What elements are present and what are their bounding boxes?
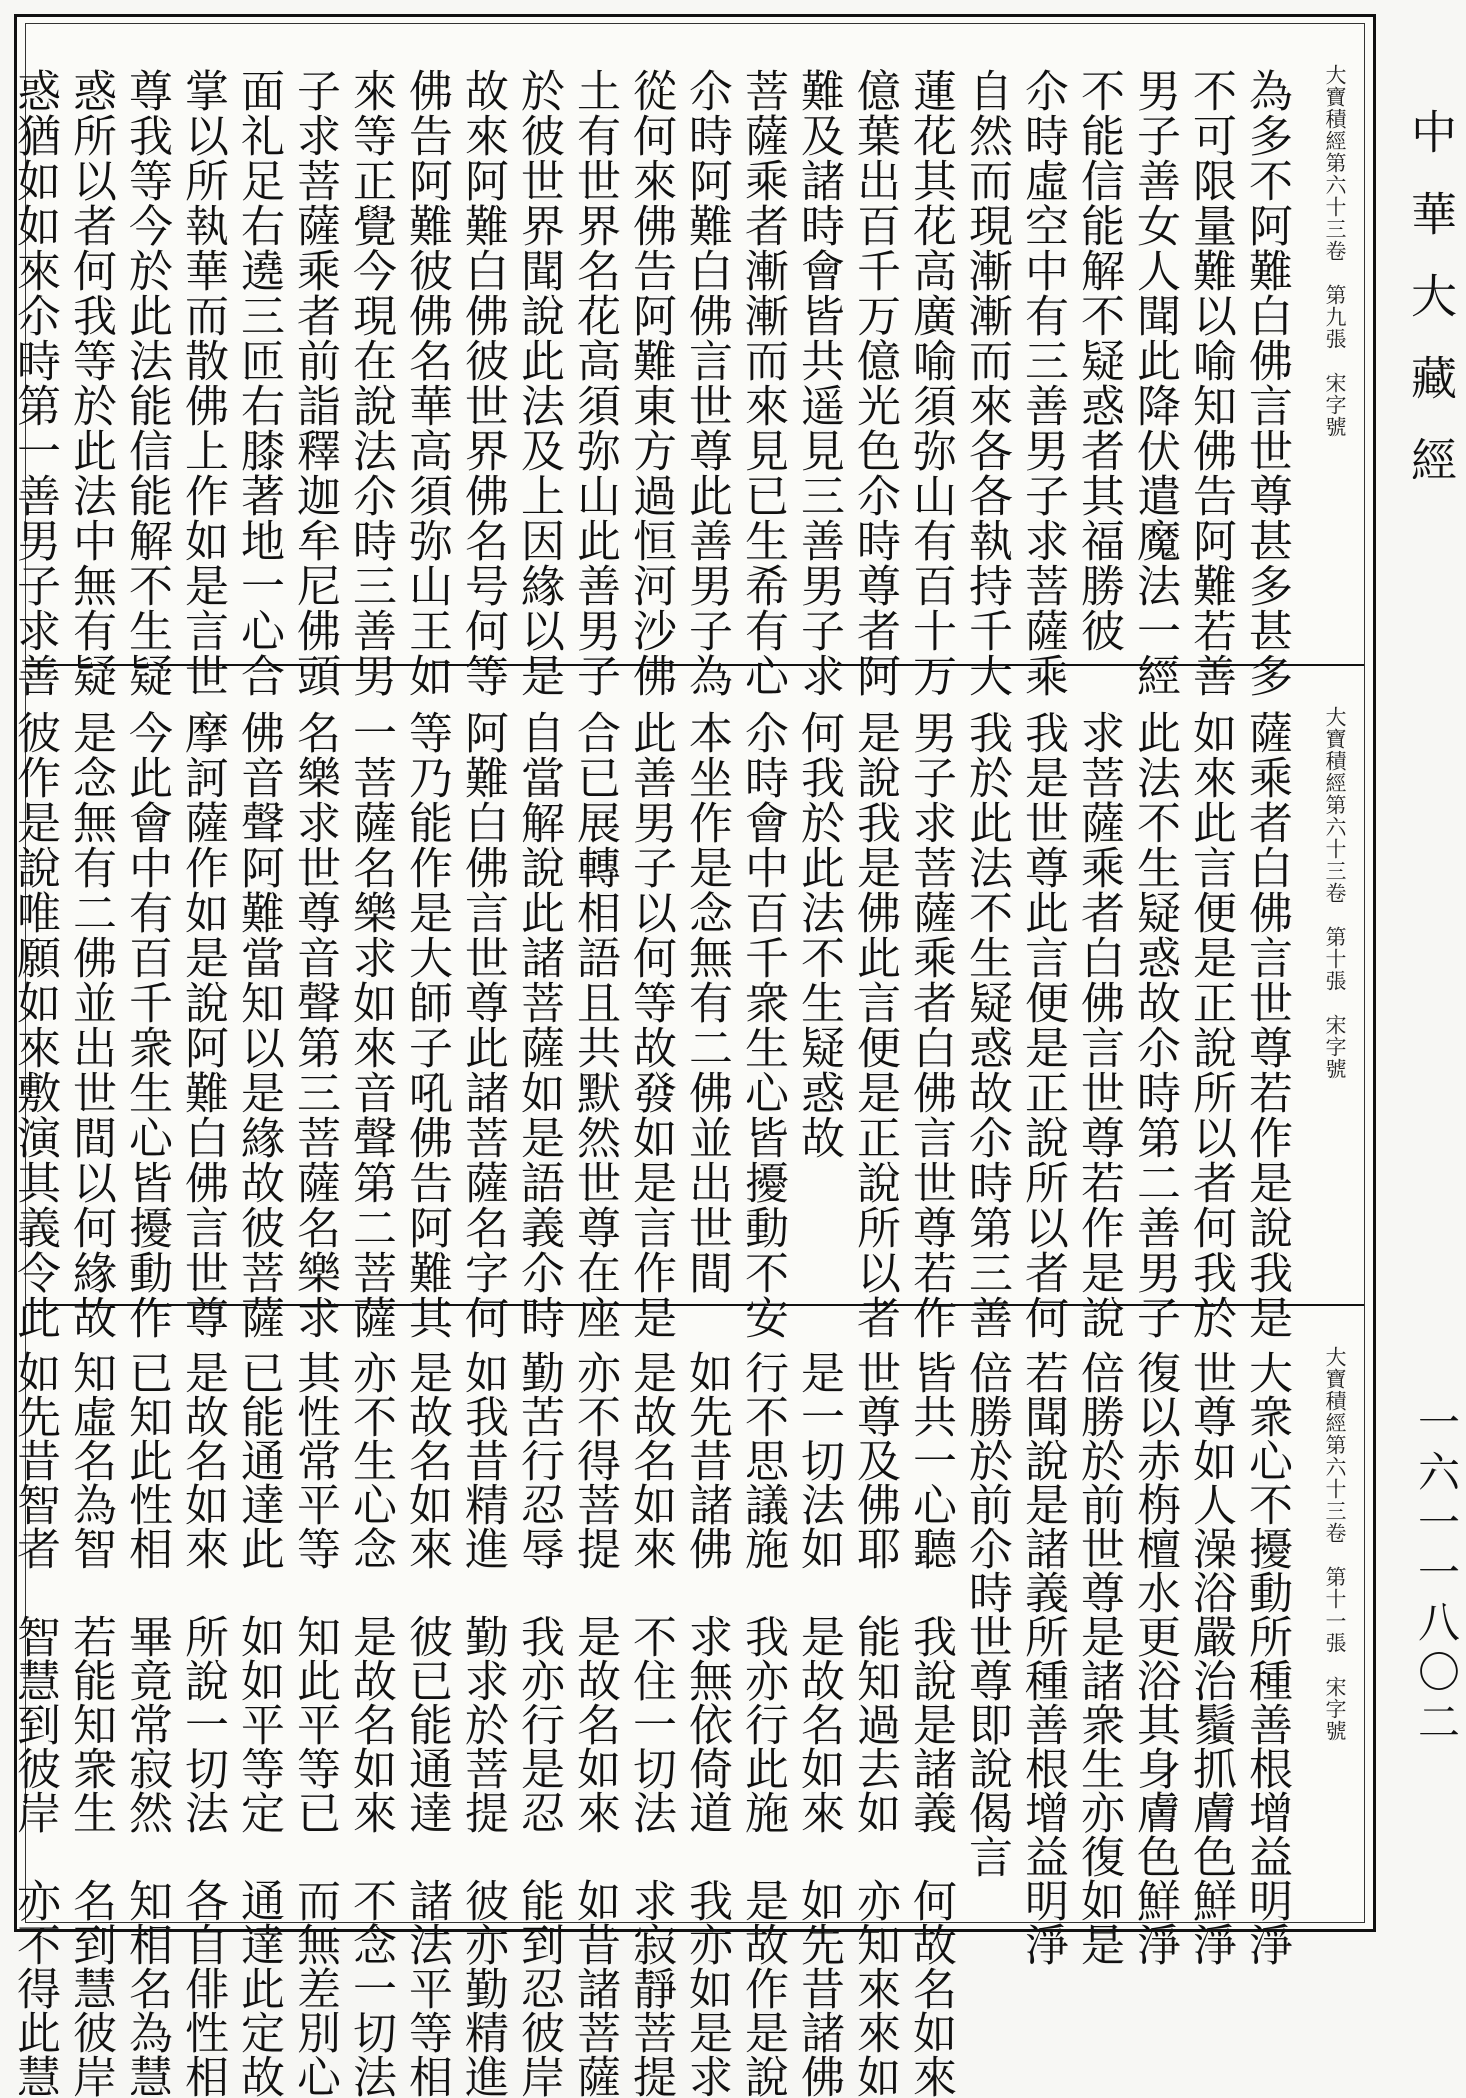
- text-column: 是故名如來 所說一切法 各自俳性相: [177, 1350, 228, 2098]
- text-column: 自當解說此諸菩薩如是語義尒時: [513, 710, 564, 1340]
- collection-title: 中華大藏經: [1404, 108, 1458, 518]
- text-column: 尊我等今於此法能信能解不生疑: [121, 68, 172, 698]
- text-column: 是說我是佛此言便是正說所以者: [849, 710, 900, 1340]
- text-column: 億葉出百千万億光色尒時尊者阿: [849, 68, 900, 698]
- text-column: 如先昔智者 智慧到彼岸 亦不得此慧: [9, 1350, 60, 2098]
- text-column: 此善男子以何等故發如是言作是: [625, 710, 676, 1340]
- text-column: 佛音聲阿難當知以是緣故彼菩薩: [233, 710, 284, 1340]
- text-column: 復以赤栴檀水更浴其身膚色鮮淨: [1129, 1350, 1180, 1966]
- text-column: 為多不阿難白佛言世尊甚多甚多: [1241, 68, 1292, 698]
- page-number: 一六一一八〇二: [1412, 1400, 1461, 1750]
- text-column: 倍勝於前尒時世尊即說偈言: [961, 1350, 1012, 1878]
- text-column: 土有世界名花高須弥山此善男子: [569, 68, 620, 698]
- text-column: 行不思議施 我亦行此施 是故作是說: [737, 1350, 788, 2098]
- text-column: 已能通達此 如如平等定 通達此定故: [233, 1350, 284, 2098]
- text-column: 彼作是說唯願如來敷演其義令此: [9, 710, 60, 1340]
- text-column: 何我於此法不生疑惑故: [793, 710, 844, 1160]
- text-column: 從何來佛告阿難東方過恒河沙佛: [625, 68, 676, 698]
- text-column: 男子求菩薩乘者白佛言世尊若作: [905, 710, 956, 1340]
- text-column: 尒時會中百千衆生心皆擾動不安: [737, 710, 788, 1340]
- text-column: 難及諸時會皆共遥見三善男子求: [793, 68, 844, 698]
- text-column: 我是世尊此言便是正說所以者何: [1017, 710, 1068, 1340]
- text-column: 自然而現漸漸而來各各執持千大: [961, 68, 1012, 698]
- panel-3-margin-note: 大寶積經第六十三卷 第十一張 宋字號: [1323, 1346, 1347, 1742]
- page-frame-inner: [9, 23, 1365, 2098]
- text-column: 是一切法如 是故名如來 如先昔諸佛: [793, 1350, 844, 2098]
- text-column: 亦不得菩提 是故名如來 如昔諸菩薩: [569, 1350, 620, 2098]
- text-column: 惑猶如如來尒時第一善男子求善: [9, 68, 60, 698]
- text-column: 男子善女人聞此降伏遣魔法一經: [1129, 68, 1180, 698]
- text-column: 不可限量難以喻知佛告阿難若善: [1185, 68, 1236, 698]
- text-column: 已知此性相 畢竟常寂然 知相名為慧: [121, 1350, 172, 2098]
- panel-1-margin-note: 大寶積經第六十三卷 第九張 宋字號: [1323, 64, 1347, 438]
- text-column: 面礼足右遶三匝右膝著地一心合: [233, 68, 284, 698]
- text-column: 阿難白佛言世尊此諸菩薩名字何: [457, 710, 508, 1340]
- text-column: 求菩薩乘者白佛言世尊若作是說: [1073, 710, 1124, 1340]
- text-column: 菩薩乘者漸漸而來見已生希有心: [737, 68, 788, 698]
- text-panel-3: [9, 1304, 1364, 2098]
- text-column: 故來阿難白佛彼世界佛名号何等: [457, 68, 508, 698]
- panel-3-columns: [9, 1350, 1294, 2098]
- text-column: 世尊及佛耶 能知過去如 亦知來來如: [849, 1350, 900, 2098]
- text-column: 薩乘者白佛言世尊若作是說我是: [1241, 710, 1292, 1340]
- text-column: 若聞說是諸義所種善根增益明淨: [1017, 1350, 1068, 1966]
- text-column: 知虛名為智 若能知衆生 名到慧彼岸: [65, 1350, 116, 2098]
- panel-2-columns: [9, 710, 1294, 1340]
- text-column: 摩訶薩作如是說阿難白佛言世尊: [177, 710, 228, 1340]
- text-column: 亦不生心念 是故名如來 不念一切法: [345, 1350, 396, 2098]
- text-column: 於彼世界聞說此法及上因緣以是: [513, 68, 564, 698]
- text-column: 今此會中有百千衆生心皆擾動作: [121, 710, 172, 1340]
- text-column: 如我昔精進 勤求於菩提 彼亦勤精進: [457, 1350, 508, 2098]
- text-column: 佛告阿難彼佛名華高須弥山王如: [401, 68, 452, 698]
- text-column: 皆共一心聽 我說是諸義 何故名如來: [905, 1350, 956, 2098]
- text-column: 本坐作是念無有二佛並出世間: [681, 710, 732, 1295]
- text-column: 尒時虛空中有三善男子求菩薩乘: [1017, 68, 1068, 698]
- text-column: 此法不生疑惑故尒時第二善男子: [1129, 710, 1180, 1340]
- text-column: 來等正覺今現在說法尒時三善男: [345, 68, 396, 698]
- text-column: 尒時阿難白佛言世尊此善男子為: [681, 68, 732, 698]
- panel-1-columns: [9, 68, 1294, 698]
- text-column: 如先昔諸佛 求無依倚道 我亦如是求: [681, 1350, 732, 2098]
- text-column: 如來此言便是正說所以者何我於: [1185, 710, 1236, 1340]
- text-column: 勤苦行忍辱 我亦行是忍 能到忍彼岸: [513, 1350, 564, 2098]
- panel-2-margin-note: 大寶積經第六十三卷 第十張 宋字號: [1323, 706, 1347, 1080]
- page-frame: [9, 14, 1376, 2098]
- text-column: 名樂求世尊音聲第三菩薩名樂求: [289, 710, 340, 1340]
- text-column: 掌以所執華而散佛上作如是言世: [177, 68, 228, 698]
- text-column: 惑所以者何我等於此法中無有疑: [65, 68, 116, 698]
- text-column: 一菩薩名樂求如來音聲第二菩薩: [345, 710, 396, 1340]
- text-column: 是故名如來 不住一切法 求寂靜菩提: [625, 1350, 676, 2098]
- text-column: 是故名如來 彼已能通達 諸法平等相: [401, 1350, 452, 2098]
- text-column: 蓮花其花高廣喻須弥山有百十万: [905, 68, 956, 698]
- text-column: 不能信能解不疑惑者其福勝彼: [1073, 68, 1124, 653]
- text-column: 世尊如人澡浴嚴治鬚抓膚色鮮淨: [1185, 1350, 1236, 1966]
- text-column: 等乃能作是大師子吼佛告阿難其: [401, 710, 452, 1340]
- text-column: 我於此法不生疑惑故尒時第三善: [961, 710, 1012, 1340]
- text-column: 合已展轉相語且共默然世尊在座: [569, 710, 620, 1340]
- text-panel-2: [9, 664, 1364, 1340]
- text-column: 大衆心不擾動所種善根增益明淨: [1241, 1350, 1292, 1966]
- text-column: 子求菩薩乘者前詣釋迦牟尼佛頭: [289, 68, 340, 698]
- text-column: 是念無有二佛並出世間以何緣故: [65, 710, 116, 1340]
- text-panel-1: [9, 24, 1364, 698]
- text-column: 倍勝於前世尊是諸衆生亦復如是: [1073, 1350, 1124, 1966]
- text-column: 其性常平等 知此平等已 而無差別心: [289, 1350, 340, 2098]
